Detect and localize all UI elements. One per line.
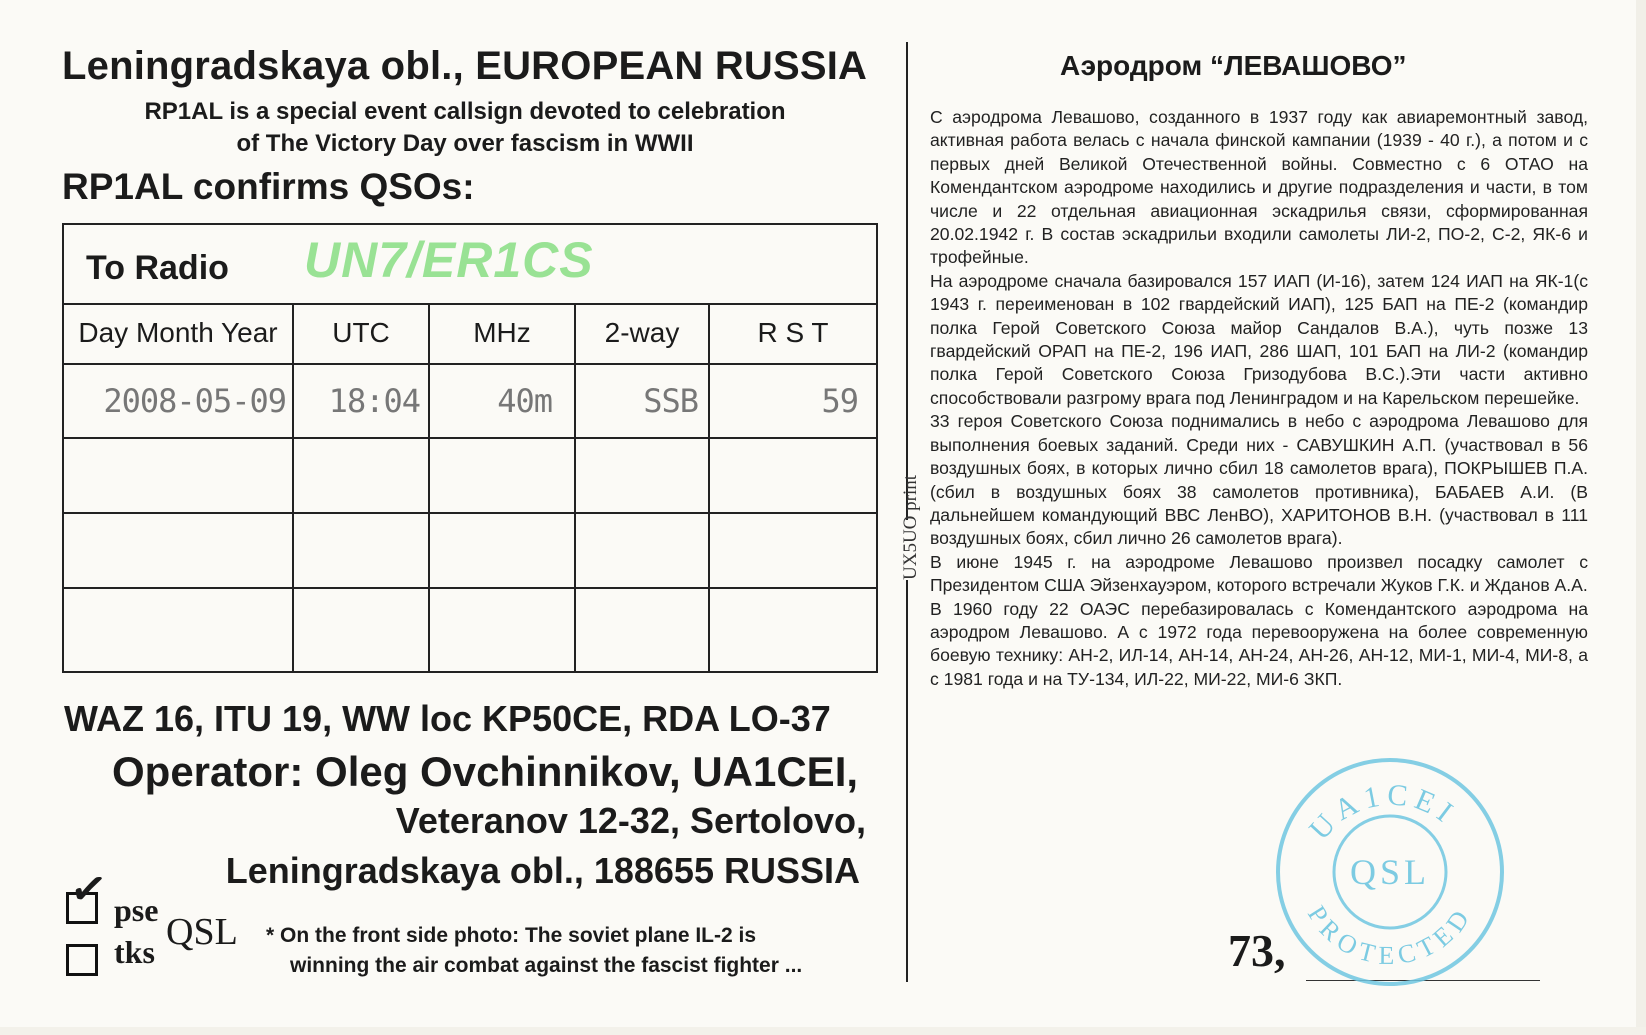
column-header-date: Day Month Year: [64, 303, 294, 363]
qso-table: [62, 223, 878, 673]
tks-label: tks: [114, 934, 155, 970]
event-description-line2: of The Victory Day over fascism in WWII: [236, 130, 694, 157]
event-description-line1: RP1AL is a special event callsign devoted to celebration: [144, 98, 786, 125]
photo-note-line1: * On the front side photo: The soviet plane IL-2 is: [266, 924, 757, 947]
to-radio-label: To Radio: [86, 249, 229, 287]
photo-note-line2: winning the air combat against the fascist fighter ...: [290, 954, 803, 977]
card-edge-right: [1636, 0, 1646, 1035]
confirms-heading: RP1AL confirms QSOs:: [62, 166, 475, 207]
qso-mode: SSB: [643, 382, 698, 420]
to-radio-row: [64, 225, 876, 305]
history-text: [930, 106, 1588, 691]
card-edge-bottom: [0, 1027, 1646, 1035]
qso-band: 40m: [497, 382, 552, 420]
checkmark-icon: ✓: [66, 862, 111, 917]
address-line2: Leningradskaya obl., 188655 RUSSIA: [225, 850, 860, 891]
history-paragraph: На аэродроме сначала базировался 157 ИАП (И-16), затем 124 ИАП на ЯК-1(с 1943 г. переименован в 102 гвардейский ИАП), 125 БАП на ПЕ-2 (командир полка Герой Советского Союза майор Сандалов В.А.), чуть позже 13 гвардейский ОРАП на ПЕ-2, 196 ИАП, 286 ШАП, 101 БАП на ЛИ-2 (командир полка Герой Советского Союза Гризодубова В.С.).Эти части активно способствовали разгрому врага под Ленинградом и на Карельском перешейке.: [930, 270, 1588, 408]
history-paragraph: В июне 1945 г. на аэродроме Левашово произвел посадку самолет с Президентом США Эйзенхауэром, которого встречали Жуков Г.К. и Жданов А.А.: [930, 551, 1588, 596]
column-header-utc: UTC: [294, 303, 430, 363]
station-zones: WAZ 16, ITU 19, WW loc KP50CE, RDA LO-37: [64, 698, 831, 739]
history-paragraph: 33 героя Советского Союза поднимались в небо с аэродрома Левашово для выполнения боевых заданий. Среди них - САВУШКИН А.П. (участвовал в 56 воздушных боях, в которых лично сбил 18 самолетов врага), ПОКРЫШЕВ П.А. (сбил в воздушных боях 38 самолетов противника), БАБАЕВ А.И. (В дальнейшем командующий ВВС ЛенВО), ХАРИТОНОВ В.Н. (участвовал в 111 воздушных боях, сбил лично 26 самолетов врага).: [930, 411, 1588, 549]
column-header-mode: 2-way: [576, 303, 710, 363]
tks-qsl-checkbox[interactable]: [66, 944, 98, 976]
qso-utc: 18:04: [328, 382, 420, 420]
stamp-bottom-text: PROTECTED: [1301, 900, 1479, 971]
qso-date: 2008-05-09: [103, 382, 286, 420]
history-paragraph: С аэродрома Левашово, созданного в 1937 году как авиаремонтный завод, активная работа велась с начала финской кампании (1939 - 40 г.), а потом и с первых дней Великой Отечественной войны. Совместно с 6 ОТАО на Комендантском аэродроме находились и другие подразделения и части, в том числе и 22 отдельная авиационная эскадрилья связи, сформированная 20.02.1942 г. В состав эскадрильи входили самолеты ЛИ-2, ПО-2, С-2, ЯК-6 и трофейные.: [930, 107, 1588, 268]
pse-label: pse: [114, 892, 159, 928]
column-header-mhz: MHz: [430, 303, 576, 363]
stamp-top-text: UA1CEI: [1303, 778, 1464, 847]
printer-mark: UX5UO print: [900, 474, 921, 580]
signature-73: 73,: [1228, 925, 1286, 976]
recipient-callsign: UN7/ER1CS: [304, 232, 594, 288]
address-line1: Veteranov 12-32, Sertolovo,: [395, 800, 866, 841]
stamp-center-text: QSL: [1349, 852, 1431, 892]
svg-text:UA1CEI: [1303, 778, 1463, 846]
qsl-label: QSL: [166, 911, 238, 953]
operator-line: Operator: Oleg Ovchinnikov, UA1CEI,: [112, 748, 859, 795]
qso-rst: 59: [821, 382, 858, 420]
qsl-stamp-icon: [1270, 752, 1510, 992]
svg-text:PROTECTED: [1302, 900, 1478, 970]
history-paragraph: В 1960 году 22 ОАЭС перебазировалась с Комендантского аэродрома на аэродром Левашово. А с 1972 года перевооружена на более современную боевую технику: АН-2, ИЛ-14, АН-14, АН-24, АН-26, АН-12, МИ-1, МИ-4, МИ-8, а с 1981 года и на ТУ-134, ИЛ-22, МИ-22, МИ-6 ЗКП.: [930, 598, 1588, 689]
column-header-rst: R S T: [757, 317, 829, 348]
card-title: Leningradskaya obl., EUROPEAN RUSSIA: [62, 44, 868, 88]
history-title: Аэродром “ЛЕВАШОВО”: [1060, 50, 1407, 81]
